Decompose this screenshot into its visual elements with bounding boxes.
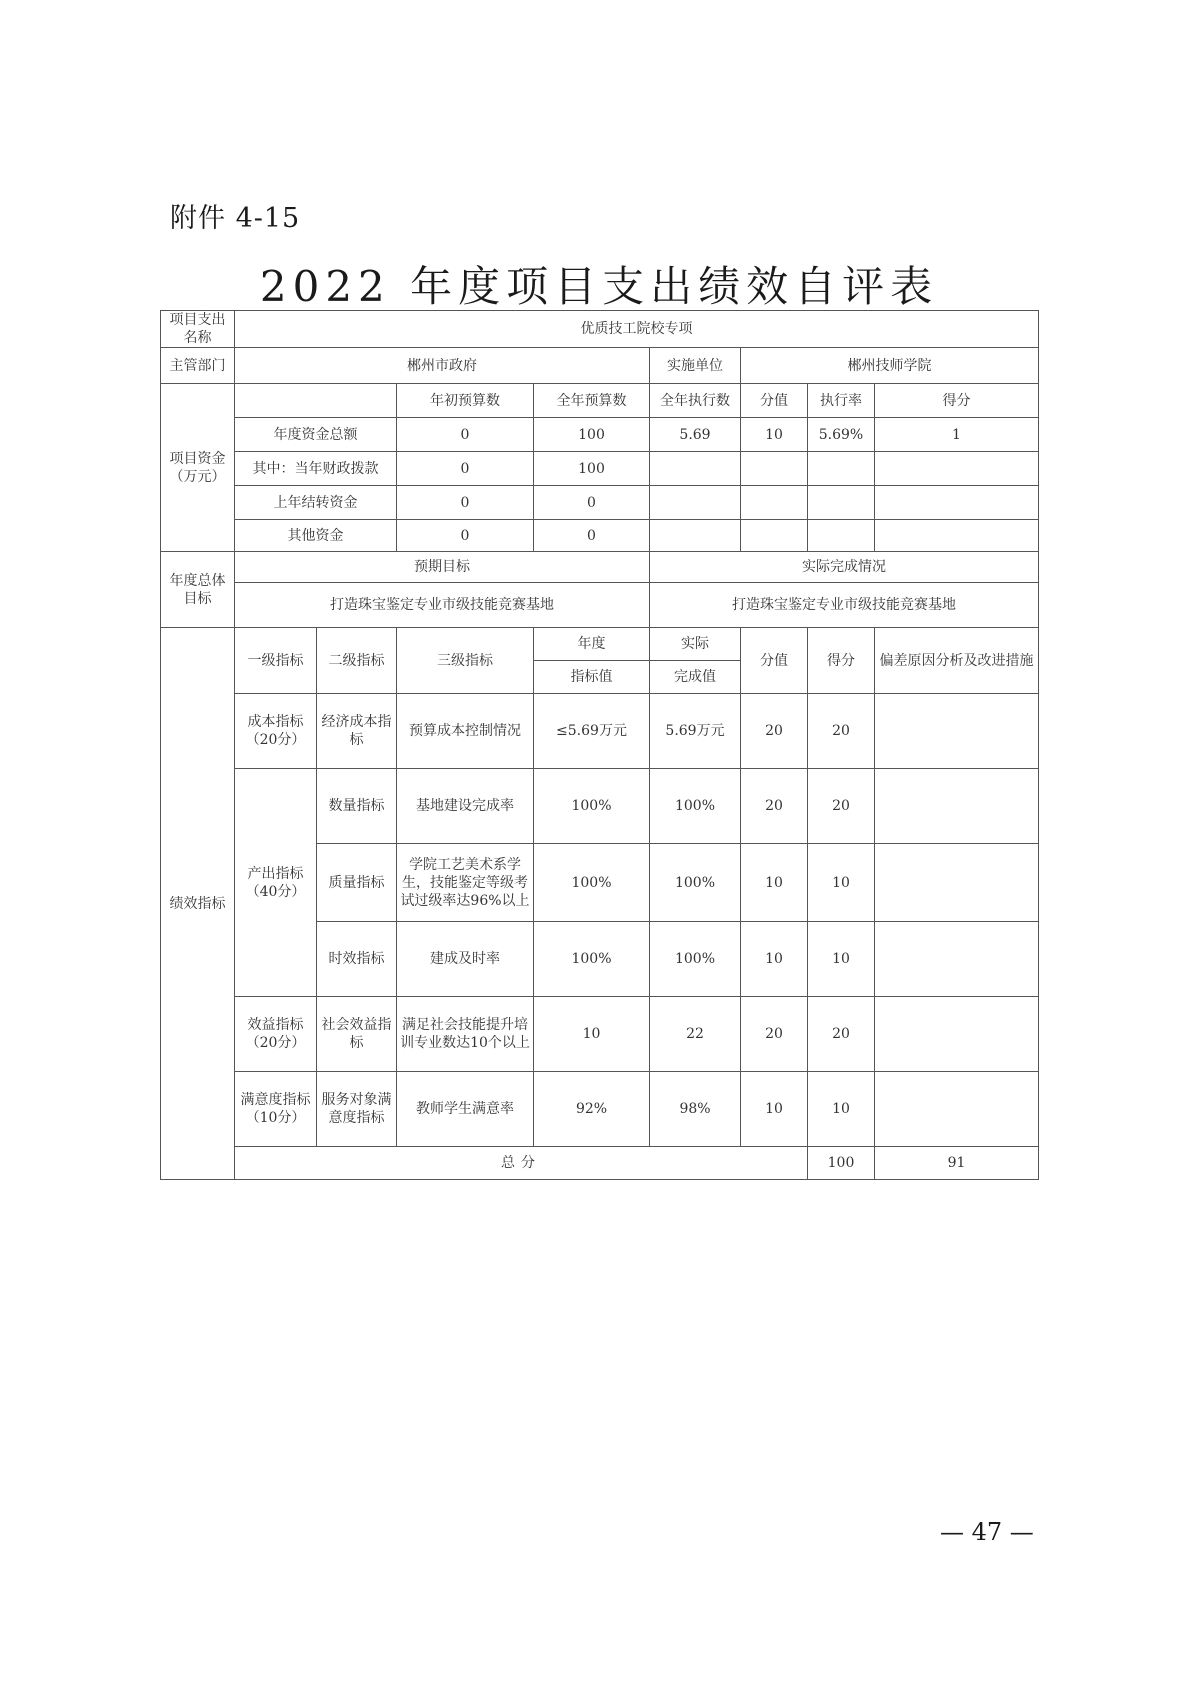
funds-row-label: 上年结转资金	[235, 486, 397, 520]
level1-satisfaction: 满意度指标（10分）	[235, 1072, 317, 1147]
total-weight: 100	[808, 1147, 875, 1180]
funds-weight	[741, 520, 808, 552]
implementing-unit-label: 实施单位	[650, 348, 741, 384]
funds-col-rate: 执行率	[808, 384, 875, 418]
level2-cost: 经济成本指标	[317, 694, 397, 769]
actual-cost: 5.69万元	[650, 694, 741, 769]
header-level3: 三级指标	[397, 628, 534, 694]
funds-label: 项目资金（万元）	[161, 384, 235, 552]
level2-satisfaction: 服务对象满意度指标	[317, 1072, 397, 1147]
deviation-benefit	[875, 997, 1039, 1072]
funds-weight	[741, 486, 808, 520]
funds-rate: 5.69%	[808, 418, 875, 452]
funds-score	[875, 486, 1039, 520]
funds-executed	[650, 520, 741, 552]
level3-satisfaction: 教师学生满意率	[397, 1072, 534, 1147]
total-row	[161, 1147, 1039, 1180]
funds-initial: 0	[397, 486, 534, 520]
actual-completion-label: 实际完成情况	[650, 552, 1039, 583]
actual-quantity: 100%	[650, 769, 741, 844]
actual-completion-value: 打造珠宝鉴定专业市级技能竞赛基地	[650, 583, 1039, 628]
funds-row-label: 其中：当年财政拨款	[235, 452, 397, 486]
target-cost: ≤5.69万元	[534, 694, 650, 769]
actual-timeliness: 100%	[650, 922, 741, 997]
funds-initial: 0	[397, 452, 534, 486]
deviation-satisfaction	[875, 1072, 1039, 1147]
weight-satisfaction: 10	[741, 1072, 808, 1147]
funds-weight	[741, 452, 808, 486]
funds-row-label: 其他资金	[235, 520, 397, 552]
score-satisfaction: 10	[808, 1072, 875, 1147]
indicator-row-quantity	[161, 769, 1039, 844]
header-score: 得分	[808, 628, 875, 694]
level1-output: 产出指标（40分）	[235, 769, 317, 997]
funds-col-score: 得分	[875, 384, 1039, 418]
funds-executed: 5.69	[650, 418, 741, 452]
header-actual-bottom: 完成值	[650, 661, 741, 694]
expected-goal-value: 打造珠宝鉴定专业市级技能竞赛基地	[235, 583, 650, 628]
funds-annual: 100	[534, 452, 650, 486]
weight-quality: 10	[741, 844, 808, 922]
level3-cost: 预算成本控制情况	[397, 694, 534, 769]
deviation-timeliness	[875, 922, 1039, 997]
indicator-row-cost	[161, 694, 1039, 769]
target-quantity: 100%	[534, 769, 650, 844]
level3-timeliness: 建成及时率	[397, 922, 534, 997]
weight-quantity: 20	[741, 769, 808, 844]
header-annual-top: 年度	[534, 628, 650, 661]
page-number: — 47 —	[940, 1518, 1034, 1546]
target-satisfaction: 92%	[534, 1072, 650, 1147]
deviation-quality	[875, 844, 1039, 922]
funds-initial: 0	[397, 520, 534, 552]
actual-benefit: 22	[650, 997, 741, 1072]
funds-annual: 0	[534, 486, 650, 520]
funds-annual: 100	[534, 418, 650, 452]
funds-rate	[808, 520, 875, 552]
funds-executed	[650, 486, 741, 520]
funds-weight: 10	[741, 418, 808, 452]
target-timeliness: 100%	[534, 922, 650, 997]
total-score: 91	[875, 1147, 1039, 1180]
funds-col-executed: 全年执行数	[650, 384, 741, 418]
actual-satisfaction: 98%	[650, 1072, 741, 1147]
funds-row-total	[161, 418, 1039, 452]
expected-goal-label: 预期目标	[235, 552, 650, 583]
funds-rate	[808, 452, 875, 486]
score-quantity: 20	[808, 769, 875, 844]
actual-quality: 100%	[650, 844, 741, 922]
target-quality: 100%	[534, 844, 650, 922]
header-level1: 一级指标	[235, 628, 317, 694]
header-deviation: 偏差原因分析及改进措施	[875, 628, 1039, 694]
funds-row-carryover	[161, 486, 1039, 520]
deviation-cost	[875, 694, 1039, 769]
funds-annual: 0	[534, 520, 650, 552]
funds-col-initial: 年初预算数	[397, 384, 534, 418]
indicator-row-satisfaction	[161, 1072, 1039, 1147]
weight-timeliness: 10	[741, 922, 808, 997]
level2-quality: 质量指标	[317, 844, 397, 922]
weight-benefit: 20	[741, 997, 808, 1072]
level2-benefit: 社会效益指标	[317, 997, 397, 1072]
funds-row-other	[161, 520, 1039, 552]
total-label: 总分	[235, 1147, 808, 1180]
score-benefit: 20	[808, 997, 875, 1072]
funds-header-blank	[235, 384, 397, 418]
level3-quantity: 基地建设完成率	[397, 769, 534, 844]
project-name-value: 优质技工院校专项	[235, 311, 1039, 348]
performance-indicator-label: 绩效指标	[161, 628, 235, 1180]
department-value: 郴州市政府	[235, 348, 650, 384]
header-level2: 二级指标	[317, 628, 397, 694]
funds-rate	[808, 486, 875, 520]
level2-timeliness: 时效指标	[317, 922, 397, 997]
performance-evaluation-table	[160, 310, 1039, 1180]
funds-col-annual: 全年预算数	[534, 384, 650, 418]
level3-benefit: 满足社会技能提升培训专业数达10个以上	[397, 997, 534, 1072]
document-title: 2022 年度项目支出绩效自评表	[259, 262, 939, 311]
funds-score	[875, 520, 1039, 552]
header-weight: 分值	[741, 628, 808, 694]
funds-executed	[650, 452, 741, 486]
funds-row-fiscal	[161, 452, 1039, 486]
level1-cost: 成本指标（20分）	[235, 694, 317, 769]
score-timeliness: 10	[808, 922, 875, 997]
score-quality: 10	[808, 844, 875, 922]
header-annual-bottom: 指标值	[534, 661, 650, 694]
implementing-unit-value: 郴州技师学院	[741, 348, 1039, 384]
funds-score	[875, 452, 1039, 486]
indicator-row-benefit	[161, 997, 1039, 1072]
funds-row-label: 年度资金总额	[235, 418, 397, 452]
funds-col-weight: 分值	[741, 384, 808, 418]
score-cost: 20	[808, 694, 875, 769]
level3-quality: 学院工艺美术系学生，技能鉴定等级考试过级率达96%以上	[397, 844, 534, 922]
project-name-label: 项目支出名称	[161, 311, 235, 348]
funds-initial: 0	[397, 418, 534, 452]
department-label: 主管部门	[161, 348, 235, 384]
deviation-quantity	[875, 769, 1039, 844]
header-actual-top: 实际	[650, 628, 741, 661]
annual-goal-label: 年度总体目标	[161, 552, 235, 628]
level1-benefit: 效益指标（20分）	[235, 997, 317, 1072]
weight-cost: 20	[741, 694, 808, 769]
level2-quantity: 数量指标	[317, 769, 397, 844]
funds-score: 1	[875, 418, 1039, 452]
target-benefit: 10	[534, 997, 650, 1072]
attachment-label: 附件 4-15	[170, 203, 301, 234]
